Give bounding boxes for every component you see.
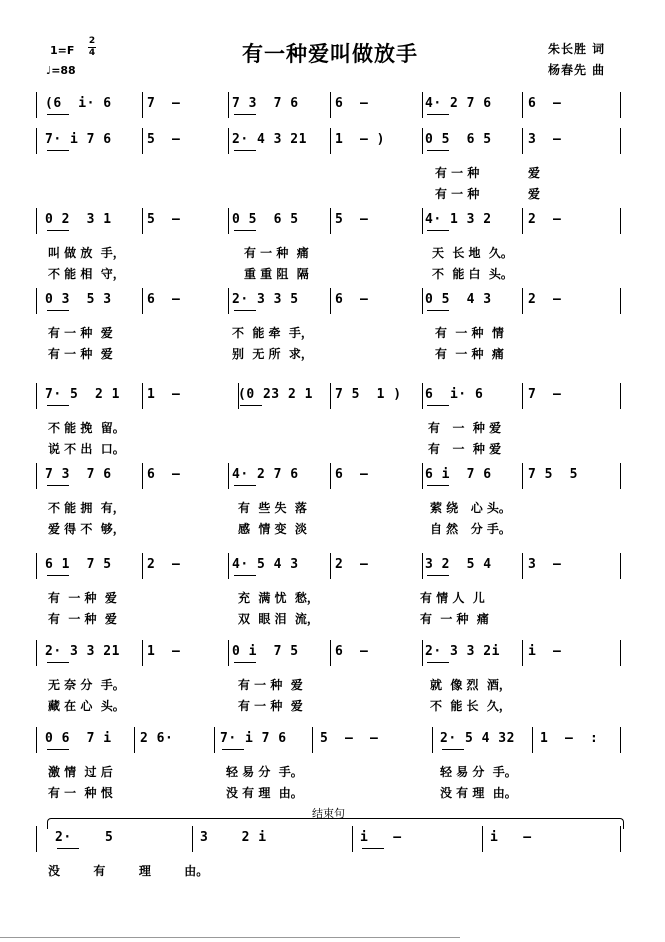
measure-notation: 5 – – xyxy=(320,731,379,746)
lyric-line-2: 不 能 白 头。 xyxy=(432,267,513,281)
measure-notation: (0 23 2 1 xyxy=(238,387,313,402)
lyric-line-1: 有 些 失 落 xyxy=(238,501,307,515)
bar-line xyxy=(228,553,229,579)
bar-line xyxy=(192,826,193,852)
bar-line xyxy=(36,826,37,852)
measure-notation: 0 3 5 3 xyxy=(45,292,112,307)
bar-line xyxy=(228,92,229,118)
beam-underline xyxy=(234,150,256,151)
song-title: 有一种爱叫做放手 xyxy=(242,42,418,66)
bar-line xyxy=(36,208,37,234)
beam-underline xyxy=(47,749,69,750)
bar-line xyxy=(432,727,433,753)
lyric-line-2: 有 一 种 xyxy=(435,187,480,201)
lyric-line-2: 有 一 种 爱 xyxy=(238,699,303,713)
lyric-line-1: 无 奈 分 手。 xyxy=(48,678,125,692)
lyric-line-1: 有 一 种 爱 xyxy=(48,591,117,605)
bar-line xyxy=(142,640,143,666)
beam-underline xyxy=(57,848,79,849)
measure-notation: 6 1 7 5 xyxy=(45,557,112,572)
bar-line xyxy=(522,128,523,154)
measure-notation: 2 – xyxy=(335,557,369,572)
ending-label: 结束句 xyxy=(312,807,345,820)
time-signature-bottom: 4 xyxy=(88,48,96,58)
lyric-line-1: 没 有 理 由。 xyxy=(48,864,209,878)
beam-underline xyxy=(427,485,449,486)
lyric-line-1: 就 像 烈 酒， xyxy=(430,678,511,692)
beam-underline xyxy=(240,405,262,406)
measure-notation: 0 5 6 5 xyxy=(425,132,492,147)
measure-notation: 3 – xyxy=(528,132,562,147)
beam-underline xyxy=(234,114,256,115)
lyric-line-2: 不 能 长 久， xyxy=(430,699,511,713)
measure-notation: 1 – ) xyxy=(335,132,385,147)
bar-line xyxy=(36,727,37,753)
lyric-line-2: 别 无 所 求， xyxy=(232,347,313,361)
score-row xyxy=(0,727,665,753)
lyric-line-1: 有 情 人 儿 xyxy=(420,591,485,605)
bar-line xyxy=(422,553,423,579)
measure-notation: 5 – xyxy=(147,132,181,147)
lyric-line-2: 有 一 种 爱 xyxy=(48,347,113,361)
beam-underline xyxy=(234,575,256,576)
bar-line xyxy=(36,383,37,409)
bar-line xyxy=(620,383,621,409)
beam-underline xyxy=(427,405,449,406)
bar-line xyxy=(36,640,37,666)
bar-line xyxy=(522,640,523,666)
bar-line xyxy=(36,553,37,579)
measure-notation: 2· 3 3 21 xyxy=(45,644,120,659)
lyric-line-2: 重 重 阻 隔 xyxy=(244,267,309,281)
lyric-line-1: 爱 xyxy=(528,166,541,180)
beam-underline xyxy=(427,310,449,311)
measure-notation: 3 – xyxy=(528,557,562,572)
bar-line xyxy=(330,383,331,409)
beam-underline xyxy=(234,310,256,311)
measure-notation: 7 5 1 ) xyxy=(335,387,402,402)
bar-line xyxy=(522,92,523,118)
measure-notation: 6 – xyxy=(528,96,562,111)
measure-notation: 0 i 7 5 xyxy=(232,644,299,659)
measure-notation: 2· 5 4 32 xyxy=(440,731,515,746)
lyric-line-2: 藏 在 心 头。 xyxy=(48,699,125,713)
ending-bracket xyxy=(47,818,624,829)
beam-underline xyxy=(234,230,256,231)
measure-notation: 1 – : xyxy=(540,731,599,746)
bar-line xyxy=(330,463,331,489)
measure-notation: 3 2 5 4 xyxy=(425,557,492,572)
key-signature: 1=F xyxy=(50,44,75,57)
score-row xyxy=(0,383,665,409)
measure-notation: 2· 4 3 21 xyxy=(232,132,307,147)
beam-underline xyxy=(47,575,69,576)
lyric-line-1: 叫 做 放 手， xyxy=(48,246,125,260)
bar-line xyxy=(312,727,313,753)
bar-line xyxy=(142,383,143,409)
lyric-line-2: 没 有 理 由。 xyxy=(226,786,303,800)
beam-underline xyxy=(427,230,449,231)
bar-line xyxy=(422,463,423,489)
bar-line xyxy=(214,727,215,753)
bar-line xyxy=(142,553,143,579)
bar-line xyxy=(330,640,331,666)
measure-notation: 5 – xyxy=(147,212,181,227)
measure-notation: 0 5 6 5 xyxy=(232,212,299,227)
lyric-line-1: 有 一 种 爱 xyxy=(428,421,502,435)
measure-notation: 7 – xyxy=(147,96,181,111)
measure-notation: 4· 2 7 6 xyxy=(425,96,492,111)
bar-line xyxy=(142,463,143,489)
measure-notation: 0 5 4 3 xyxy=(425,292,492,307)
measure-notation: 6 i 7 6 xyxy=(425,467,492,482)
measure-notation: 6 – xyxy=(147,292,181,307)
lyric-line-1: 有 一 种 爱 xyxy=(48,326,113,340)
bar-line xyxy=(532,727,533,753)
bar-line xyxy=(228,128,229,154)
bar-line xyxy=(620,826,621,852)
beam-underline xyxy=(427,114,449,115)
beam-underline xyxy=(427,150,449,151)
bar-line xyxy=(620,727,621,753)
bar-line xyxy=(352,826,353,852)
measure-notation: 4· 2 7 6 xyxy=(232,467,299,482)
bar-line xyxy=(522,288,523,314)
bar-line xyxy=(142,208,143,234)
measure-notation: 7 5 5 xyxy=(528,467,578,482)
measure-notation: 1 – xyxy=(147,644,181,659)
lyric-line-2: 自 然 分 手。 xyxy=(430,522,511,536)
measure-notation: 7· i 7 6 xyxy=(220,731,287,746)
measure-notation: 7· i 7 6 xyxy=(45,132,112,147)
bar-line xyxy=(522,208,523,234)
bar-line xyxy=(142,92,143,118)
measure-notation: i – xyxy=(490,830,532,845)
measure-notation: 2 6· xyxy=(140,731,174,746)
measure-notation: 1 – xyxy=(147,387,181,402)
score-row xyxy=(0,208,665,234)
bar-line xyxy=(422,92,423,118)
beam-underline xyxy=(47,405,69,406)
bar-line xyxy=(620,640,621,666)
composer-credit: 杨春先 曲 xyxy=(548,63,606,77)
measure-notation: i – xyxy=(528,644,562,659)
score-row xyxy=(0,92,665,118)
measure-notation: 6 i· 6 xyxy=(425,387,484,402)
bar-line xyxy=(522,553,523,579)
bar-line xyxy=(330,288,331,314)
measure-notation: 3 2 i xyxy=(200,830,267,845)
bar-line xyxy=(228,288,229,314)
lyric-line-2: 不 能 相 守， xyxy=(48,267,125,281)
bar-line xyxy=(228,463,229,489)
measure-notation: 2· 3 3 5 xyxy=(232,292,299,307)
bar-line xyxy=(36,128,37,154)
beam-underline xyxy=(47,662,69,663)
measure-notation: 5 – xyxy=(335,212,369,227)
bar-line xyxy=(36,463,37,489)
measure-notation: 4· 1 3 2 xyxy=(425,212,492,227)
measure-notation: 2 – xyxy=(528,292,562,307)
beam-underline xyxy=(427,662,449,663)
lyric-line-1: 充 满 忧 愁， xyxy=(238,591,319,605)
lyric-line-1: 轻 易 分 手。 xyxy=(440,765,517,779)
beam-underline xyxy=(234,662,256,663)
lyric-line-2: 感 情 变 淡 xyxy=(238,522,307,536)
beam-underline xyxy=(47,310,69,311)
lyric-line-2: 说 不 出 口。 xyxy=(48,442,125,456)
lyric-line-2: 有 一 种 爱 xyxy=(428,442,502,456)
bar-line xyxy=(36,288,37,314)
lyric-line-2: 爱 xyxy=(528,187,541,201)
bar-line xyxy=(330,92,331,118)
time-signature xyxy=(88,37,96,58)
score-row xyxy=(0,640,665,666)
footer-rule xyxy=(0,937,460,938)
bar-line xyxy=(422,288,423,314)
score-row xyxy=(0,128,665,154)
beam-underline xyxy=(47,230,69,231)
lyric-line-1: 天 长 地 久。 xyxy=(432,246,513,260)
measure-notation: 6 – xyxy=(335,292,369,307)
beam-underline xyxy=(47,150,69,151)
beam-underline xyxy=(222,749,244,750)
lyric-line-1: 不 能 挽 留。 xyxy=(48,421,125,435)
lyric-line-1: 有 一 种 爱 xyxy=(238,678,303,692)
measure-notation: 6 – xyxy=(335,467,369,482)
bar-line xyxy=(620,553,621,579)
measure-notation: 0 6 7 i xyxy=(45,731,112,746)
beam-underline xyxy=(234,485,256,486)
measure-notation: 7· 5 2 1 xyxy=(45,387,120,402)
bar-line xyxy=(134,727,135,753)
lyric-line-1: 萦 绕 心 头。 xyxy=(430,501,511,515)
bar-line xyxy=(142,288,143,314)
measure-notation: 2· 5 xyxy=(55,830,114,845)
score-row xyxy=(0,553,665,579)
measure-notation: (6 i· 6 xyxy=(45,96,112,111)
beam-underline xyxy=(47,485,69,486)
measure-notation: 4· 5 4 3 xyxy=(232,557,299,572)
bar-line xyxy=(422,128,423,154)
lyric-line-1: 有 一 种 痛 xyxy=(244,246,309,260)
measure-notation: 2 – xyxy=(147,557,181,572)
lyricist-credit: 朱长胜 词 xyxy=(548,42,606,56)
bar-line xyxy=(36,92,37,118)
beam-underline xyxy=(442,749,464,750)
bar-line xyxy=(330,208,331,234)
measure-notation: 6 – xyxy=(335,644,369,659)
lyric-line-1: 不 能 拥 有， xyxy=(48,501,125,515)
bar-line xyxy=(620,288,621,314)
bar-line xyxy=(620,92,621,118)
bar-line xyxy=(620,128,621,154)
score-row xyxy=(0,826,665,852)
bar-line xyxy=(482,826,483,852)
measure-notation: 2 – xyxy=(528,212,562,227)
measure-notation: 7 – xyxy=(528,387,562,402)
bar-line xyxy=(228,208,229,234)
measure-notation: 2· 3 3 2i xyxy=(425,644,500,659)
measure-notation: 7 3 7 6 xyxy=(45,467,112,482)
beam-underline xyxy=(47,114,69,115)
score-row xyxy=(0,288,665,314)
measure-notation: 7 3 7 6 xyxy=(232,96,299,111)
bar-line xyxy=(330,128,331,154)
bar-line xyxy=(522,383,523,409)
lyric-line-1: 有 一 种 情 xyxy=(435,326,504,340)
beam-underline xyxy=(362,848,384,849)
lyric-line-2: 爱 得 不 够， xyxy=(48,522,125,536)
lyric-line-1: 轻 易 分 手。 xyxy=(226,765,303,779)
lyric-line-2: 有 一 种 痛 xyxy=(435,347,504,361)
time-signature-top: 2 xyxy=(88,36,96,46)
measure-notation: 0 2 3 1 xyxy=(45,212,112,227)
measure-notation: i – xyxy=(360,830,402,845)
score-row xyxy=(0,463,665,489)
lyric-line-1: 激 情 过 后 xyxy=(48,765,113,779)
bar-line xyxy=(330,553,331,579)
bar-line xyxy=(422,640,423,666)
bar-line xyxy=(422,208,423,234)
lyric-line-1: 不 能 牵 手， xyxy=(232,326,313,340)
lyric-line-2: 有 一 种 痛 xyxy=(420,612,489,626)
lyric-line-2: 没 有 理 由。 xyxy=(440,786,517,800)
lyric-line-2: 有 一 种 恨 xyxy=(48,786,113,800)
lyric-line-1: 有 一 种 xyxy=(435,166,480,180)
bar-line xyxy=(228,640,229,666)
measure-notation: 6 – xyxy=(335,96,369,111)
bar-line xyxy=(620,208,621,234)
bar-line xyxy=(522,463,523,489)
bar-line xyxy=(422,383,423,409)
beam-underline xyxy=(427,575,449,576)
bar-line xyxy=(620,463,621,489)
lyric-line-2: 双 眼 泪 流， xyxy=(238,612,319,626)
tempo-marking: ♩=88 xyxy=(46,64,76,77)
lyric-line-2: 有 一 种 爱 xyxy=(48,612,117,626)
bar-line xyxy=(142,128,143,154)
measure-notation: 6 – xyxy=(147,467,181,482)
